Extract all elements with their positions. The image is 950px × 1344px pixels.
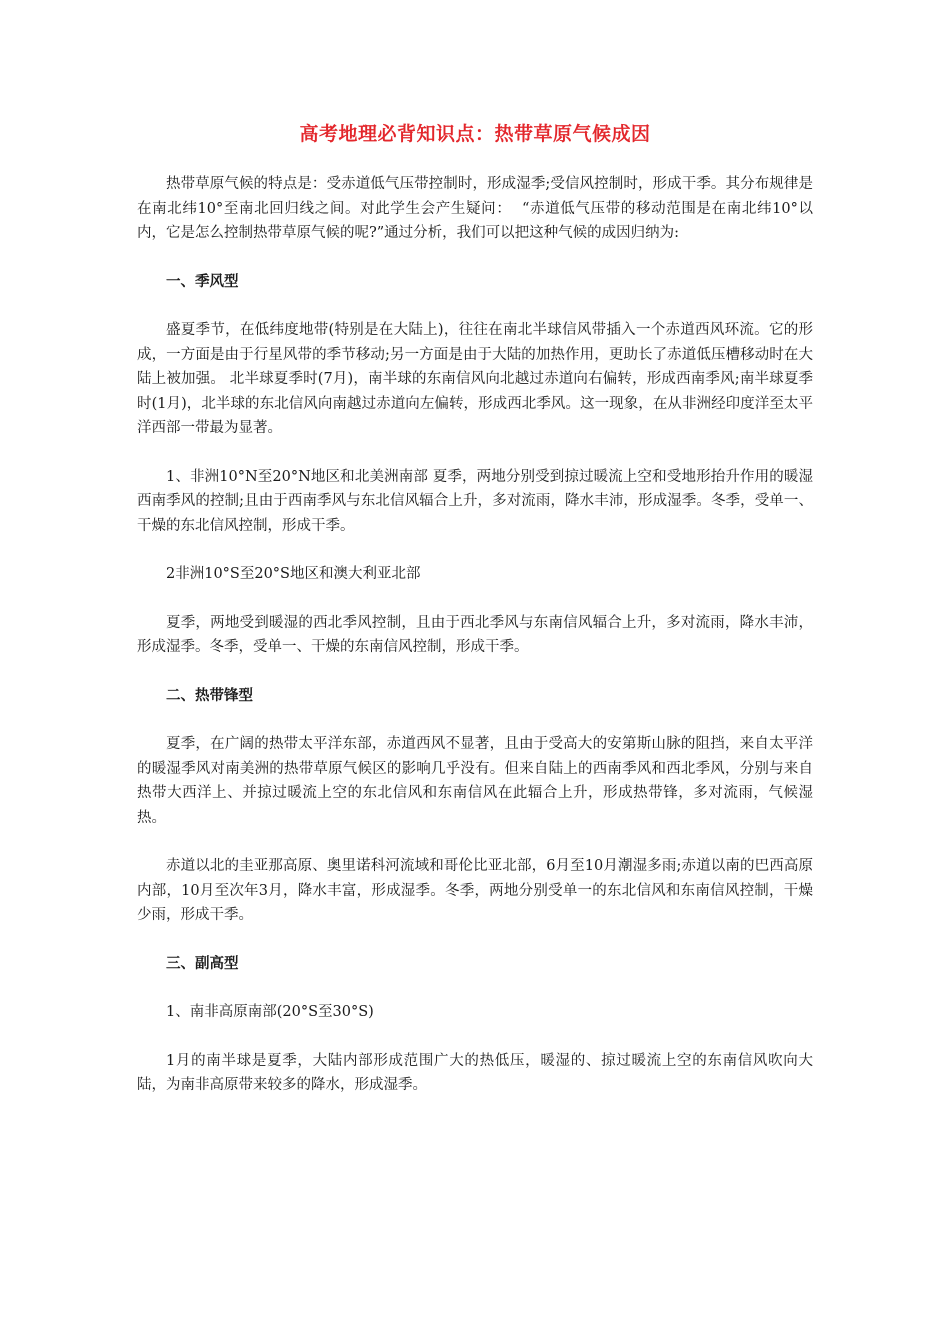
- section-heading-monsoon: 一、季风型: [166, 272, 239, 290]
- subtropical-high-paragraph-1: 1、南非高原南部(20°S至30°S): [166, 1004, 374, 1020]
- section-heading-subtropical-high: 三、副高型: [166, 954, 239, 972]
- document-page: [137, 120, 813, 1098]
- monsoon-paragraph-3: 2非洲10°S至20°S地区和澳大利亚北部: [166, 566, 421, 582]
- section-heading-tropical-front: 二、热带锋型: [166, 686, 253, 704]
- document-title: 高考地理必背知识点：热带草原气候成因: [299, 123, 651, 145]
- tropical-front-paragraph-1: 夏季，在广阔的热带太平洋东部，赤道西风不显著，且由于受高大的安第斯山脉的阻挡，来自太平洋的暖湿季风对南美洲的热带草原气候区的影响几乎没有。但来自陆上的西南季风和西北季风，分别与来自热带大西洋上、并掠过暖流上空的东北信风和东南信风在此辐合上升，形成热带锋，多对流雨，气候湿热。: [137, 736, 813, 826]
- monsoon-paragraph-2: 1、非洲10°N至20°N地区和北美洲南部 夏季，两地分别受到掠过暖流上空和受地形抬升作用的暖湿西南季风的控制;且由于西南季风与东北信风辐合上升，多对流雨，降水丰沛，形成湿季。冬季，受单一、干燥的东北信风控制，形成干季。: [137, 468, 813, 534]
- intro-paragraph: 热带草原气候的特点是：受赤道低气压带控制时，形成湿季;受信风控制时，形成干季。其分布规律是在南北纬10°至南北回归线之间。对此学生会产生疑问： “赤道低气压带的移动范围是在南北纬10°以内，它是怎么控制热带草原气候的呢?”通过分析，我们可以把这种气候的成因归纳为:: [137, 176, 813, 241]
- monsoon-paragraph-1: 盛夏季节，在低纬度地带(特别是在大陆上)，往往在南北半球信风带插入一个赤道西风环流。它的形成，一方面是由于行星风带的季节移动;另一方面是由于大陆的加热作用，更助长了赤道低压槽移动时在大陆上被加强。 北半球夏季时(7月)，南半球的东南信风向北越过赤道向右偏转，形成西南季风;南半球夏季时(1月)，北半球的东北信风向南越过赤道向左偏转，形成西北季风。这一现象，在从非洲经印度洋至太平洋西部一带最为显著。: [137, 322, 813, 436]
- subtropical-high-paragraph-2: 1月的南半球是夏季，大陆内部形成范围广大的热低压，暖湿的、掠过暖流上空的东南信风吹向大陆，为南非高原带来较多的降水，形成湿季。: [137, 1052, 813, 1093]
- monsoon-paragraph-4: 夏季，两地受到暖湿的西北季风控制，且由于西北季风与东南信风辐合上升，多对流雨，降水丰沛，形成湿季。冬季，受单一、干燥的东南信风控制，形成干季。: [137, 614, 813, 655]
- tropical-front-paragraph-2: 赤道以北的圭亚那高原、奥里诺科河流域和哥伦比亚北部，6月至10月潮湿多雨;赤道以南的巴西高原内部，10月至次年3月，降水丰富，形成湿季。冬季，两地分别受单一的东北信风和东南信风控制，干燥少雨，形成干季。: [137, 858, 813, 923]
